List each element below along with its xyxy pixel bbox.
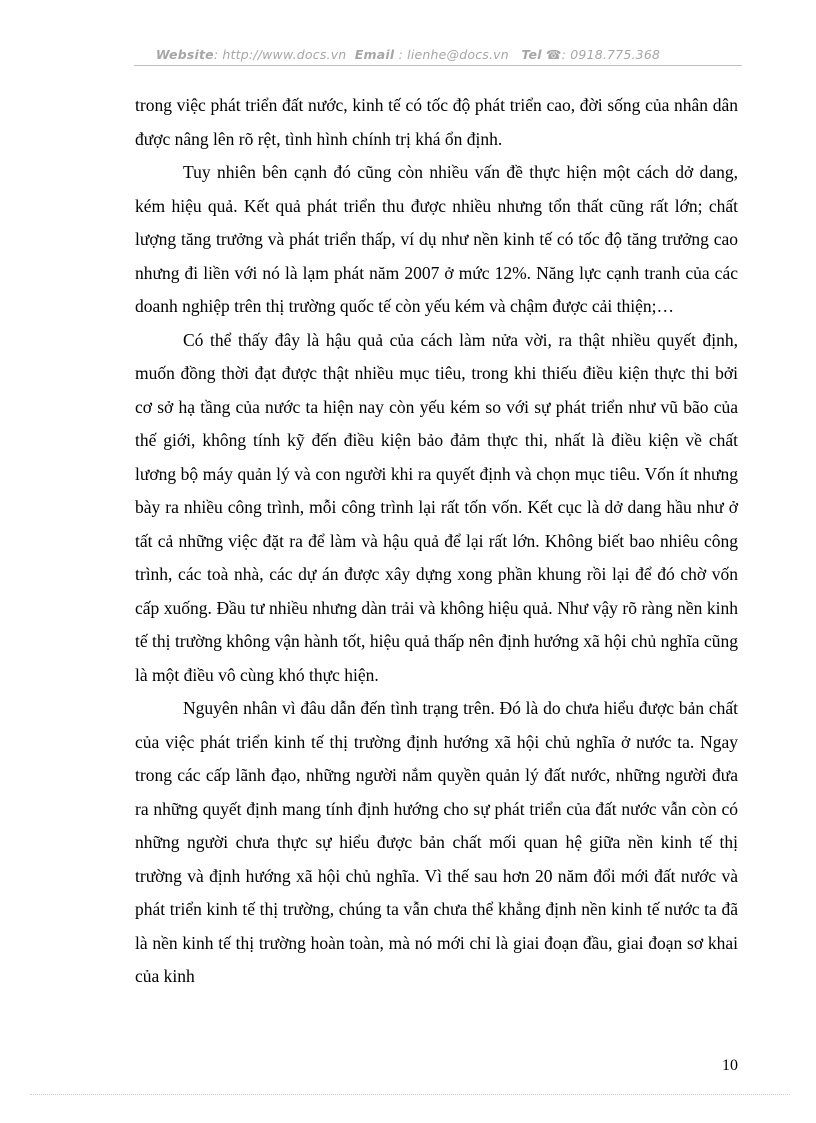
tel-label: Tel (521, 47, 542, 62)
phone-icon: ☎ (545, 47, 562, 62)
email-value: : lienhe@docs.vn (398, 47, 509, 62)
paragraph-2: Tuy nhiên bên cạnh đó cũng còn nhiều vấn đề thực hiện một cách dở dang, kém hiệu quả. Kết quả phát triển thu được nhiều nhưng tổn thất cũng rất lớn; chất lượng tăng trưởng và phát triển thấp, ví dụ như nền kinh tế có tốc độ tăng trưởng cao nhưng đi liền với nó là lạm phát năm 2007 ở mức 12%. Năng lực cạnh tranh của các doanh nghiệp trên thị trường quốc tế còn yếu kém và chậm được cải thiện;… (135, 162, 738, 316)
tel-value: : 0918.775.368 (561, 47, 661, 62)
paragraph-3: Có thể thấy đây là hậu quả của cách làm nửa vời, ra thật nhiều quyết định, muốn đồng thời đạt được thật nhiều mục tiêu, trong khi thiếu điều kiện thực thi bởi cơ sở hạ tầng của nước ta hiện nay còn yếu kém so với sự phát triển như vũ bão của thế giới, không tính kỹ đến điều kiện bảo đảm thực thi, nhất là điều kiện về chất lương bộ máy quản lý và con người khi ra quyết định và chọn mục tiêu. Vốn ít nhưng bày ra nhiều công trình, mỗi công trình lại rất tốn vốn. Kết cục là dở dang hầu như ở tất cả những việc đặt ra để làm và hậu quả để lại rất lớn. Không biết bao nhiêu công trình, các toà nhà, các dự án được xây dựng xong phần khung rồi lại để đó chờ vốn cấp xuống. Đầu tư nhiều nhưng dàn trải và không hiệu quả. Như vậy rõ ràng nền kinh tế thị trường không vận hành tốt, hiệu quả thấp nên định hướng xã hội chủ nghĩa cũng là một điều vô cùng khó thực hiện. (135, 329, 738, 685)
header-divider (134, 65, 742, 66)
page-header (0, 47, 816, 62)
website-value: : http://www.docs.vn (213, 47, 347, 62)
email-label: Email (354, 47, 395, 62)
paragraph-4: Nguyên nhân vì đâu dẫn đến tình trạng trên. Đó là do chưa hiểu được bản chất của việc phát triển kinh tế thị trường định hướng xã hội chủ nghĩa ở nước ta. Ngay trong các cấp lãnh đạo, những người nắm quyền quản lý đất nước, những người đưa ra những quyết định mang tính định hướng cho sự phát triển của đất nước vẫn còn có những người chưa thực sự hiểu được bản chất mối quan hệ giữa nền kinh tế thị trường và định hướng xã hội chủ nghĩa. Vì thế sau hơn 20 năm đổi mới đất nước và phát triển kinh tế thị trường, chúng ta vẫn chưa thể khẳng định nền kinh tế nước ta đã là nền kinh tế thị trường hoàn toàn, mà nó mới chỉ là giai đoạn đầu, giai đoạn sơ khai của kinh (135, 698, 738, 986)
page-bottom-border (30, 1094, 790, 1095)
document-body (135, 89, 738, 994)
page-number: 10 (722, 1057, 738, 1074)
website-label: Website (155, 47, 214, 62)
paragraph-1: trong việc phát triển đất nước, kinh tế có tốc độ phát triển cao, đời sống của nhân dân được nâng lên rõ rệt, tình hình chính trị khá ổn định. (135, 95, 738, 149)
